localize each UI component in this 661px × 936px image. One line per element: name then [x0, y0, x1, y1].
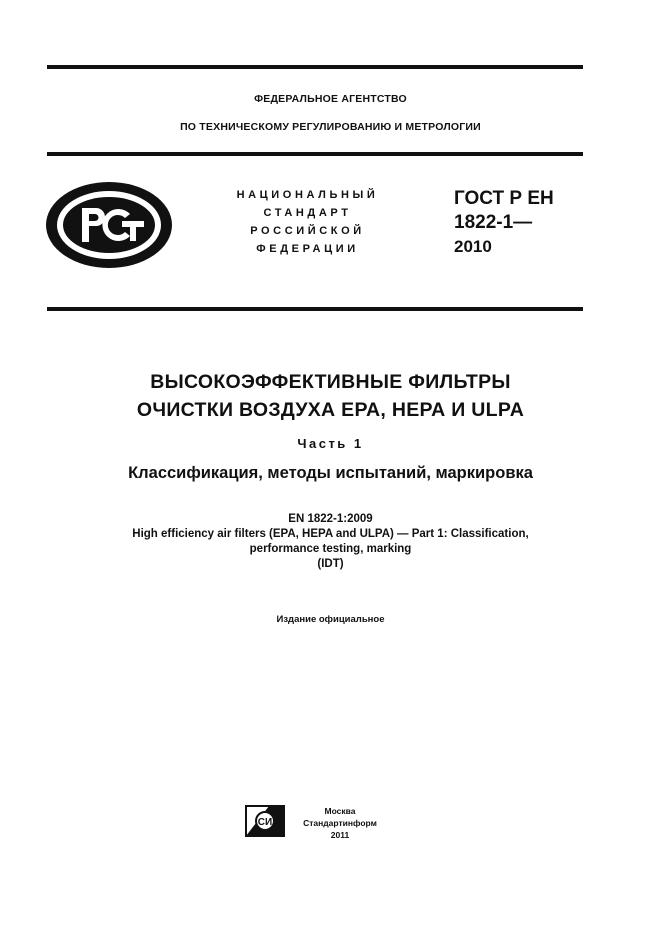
agency-line-1: ФЕДЕРАЛЬНОЕ АГЕНТСТВО	[254, 93, 407, 105]
gost-line-1: ГОСТ Р ЕН	[454, 188, 554, 209]
publisher-name: Стандартинформ	[303, 818, 377, 828]
en-title-line-2: performance testing, marking	[249, 543, 412, 555]
part-label: Часть 1	[297, 436, 364, 451]
idt-label: (IDT)	[317, 558, 344, 570]
en-title-line-1: High efficiency air filters (EPA, HEPA and ULPA) — Part 1: Classification,	[132, 528, 529, 540]
svg-text:СИ: СИ	[257, 817, 273, 828]
national-line-3: РОССИЙСКОЙ	[250, 225, 365, 237]
subtitle: Классификация, методы испытаний, маркировка	[128, 464, 533, 482]
publisher-city: Москва	[324, 806, 356, 816]
national-line-4: ФЕДЕРАЦИИ	[256, 243, 359, 255]
national-line-1: НАЦИОНАЛЬНЫЙ	[236, 189, 379, 201]
header-rule	[47, 152, 583, 156]
gost-line-3: 2010	[454, 237, 492, 256]
en-reference: EN 1822-1:2009	[288, 513, 373, 525]
national-line-2: СТАНДАРТ	[263, 207, 352, 219]
standartinform-logo-icon	[245, 805, 285, 837]
agency-line-2: ПО ТЕХНИЧЕСКОМУ РЕГУЛИРОВАНИЮ И МЕТРОЛОГИИ	[180, 121, 481, 133]
rst-logo-icon	[44, 180, 174, 270]
title-line-1: ВЫСОКОЭФФЕКТИВНЫЕ ФИЛЬТРЫ	[150, 371, 511, 393]
publisher-year: 2011	[330, 830, 350, 840]
title-line-2: ОЧИСТКИ ВОЗДУХА ЕРА, НЕРА И ULPA	[136, 399, 525, 421]
gost-line-2: 1822-1—	[454, 212, 533, 233]
standard-rule	[47, 307, 583, 311]
edition-label: Издание официальное	[276, 614, 385, 625]
top-rule	[47, 65, 583, 69]
